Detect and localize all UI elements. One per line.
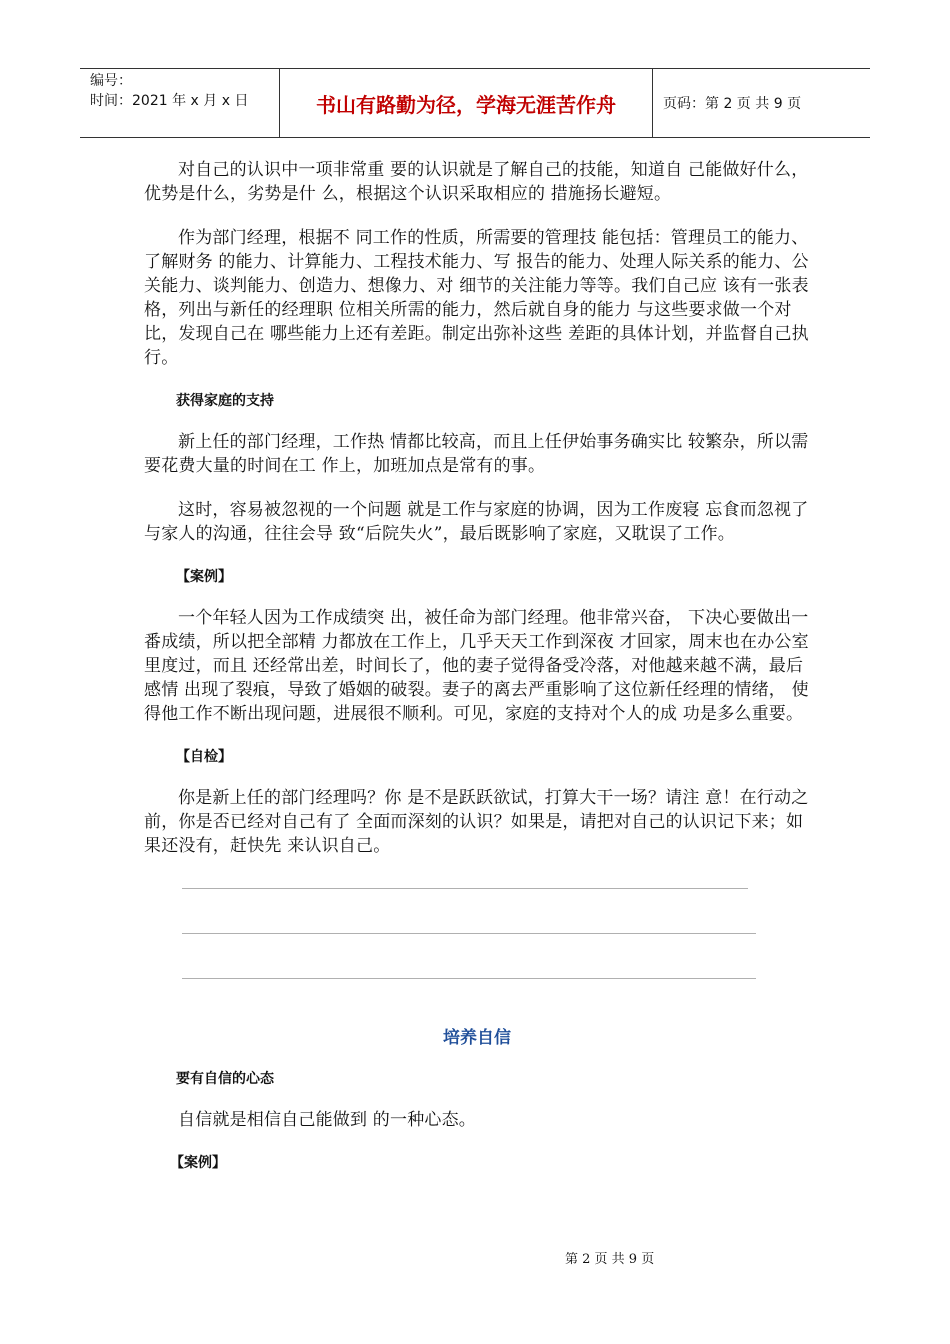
paragraph: 新上任的部门经理，工作热 情都比较高，而且上任伊始事务确实比 较繁杂，所以需要花费大量的时间在工 作上，加班加点是常有的事。 xyxy=(144,432,809,476)
doc-number-label: 编号： xyxy=(90,73,132,89)
subheading-confidence: 要有自信的心态 xyxy=(176,1071,274,1087)
paragraph: 一个年轻人因为工作成绩突 出，被任命为部门经理。他非常兴奋， 下决心要做出一番成绩，所以把全部精 力都放在工作上，几乎天天工作到深夜 才回家，周末也在办公室里度过，而且 还经常出差，时间长了，他的妻子觉得备受冷落，对他越来越不满，最后感情 出现了裂痕，导致了婚姻的破裂。妻子的离去严重影响了这位新任经理的情绪， 使得他工作不断出现问题，进展很不顺利。可见，家庭的支持对个人的成 功是多么重要。 xyxy=(144,608,809,724)
subheading-case: 【案例】 xyxy=(170,1155,226,1171)
subheading-case: 【案例】 xyxy=(176,569,232,585)
subheading-family-support: 获得家庭的支持 xyxy=(176,393,274,409)
writing-line xyxy=(182,888,748,889)
subheading-self-check: 【自检】 xyxy=(176,749,232,765)
header-meta xyxy=(80,69,280,137)
header-motto: 书山有路勤为径，学海无涯苦作舟 xyxy=(280,69,653,137)
section-title: 培养自信 xyxy=(443,1028,511,1048)
paragraph: 你是新上任的部门经理吗？你 是不是跃跃欲试，打算大干一场？请注 意！在行动之前，你是否已经对自己有了 全面而深刻的认识？如果是，请把对自己的认识记下来；如果还没有，赶快先 来认识自己。 xyxy=(144,788,809,856)
paragraph: 这时，容易被忽视的一个问题 就是工作与家庭的协调，因为工作废寝 忘食而忽视了与家人的沟通，往往会导 致“后院失火”，最后既影响了家庭，又耽误了工作。 xyxy=(144,500,809,544)
document-body xyxy=(144,158,810,1192)
page-header xyxy=(80,68,870,138)
paragraph: 自信就是相信自己能做到 的一种心态。 xyxy=(178,1110,477,1130)
doc-date: 时间：2021 年 x 月 x 日 xyxy=(90,93,249,109)
writing-line xyxy=(182,933,756,934)
paragraph: 对自己的认识中一项非常重 要的认识就是了解自己的技能，知道自 己能做好什么，优势是什么，劣势是什 么，根据这个认识采取相应的 措施扬长避短。 xyxy=(144,160,809,204)
header-page-info: 页码：第 2 页 共 9 页 xyxy=(663,96,802,112)
page-footer: 第 2 页 共 9 页 xyxy=(565,1252,655,1267)
paragraph: 作为部门经理，根据不 同工作的性质，所需要的管理技 能包括：管理员工的能力、了解财务 的能力、计算能力、工程技术能力、写 报告的能力、处理人际关系的能力、公 关能力、谈判能力、创造力、想像力、对 细节的关注能力等等。我们自己应 该有一张表格，列出与新任的经理职 位相关所需的能力，然后就自身的能力 与这些要求做一个对比，发现自己在 哪些能力上还有差距。制定出弥补这些 差距的具体计划，并监督自己执行。 xyxy=(144,228,809,368)
writing-line xyxy=(182,978,756,979)
